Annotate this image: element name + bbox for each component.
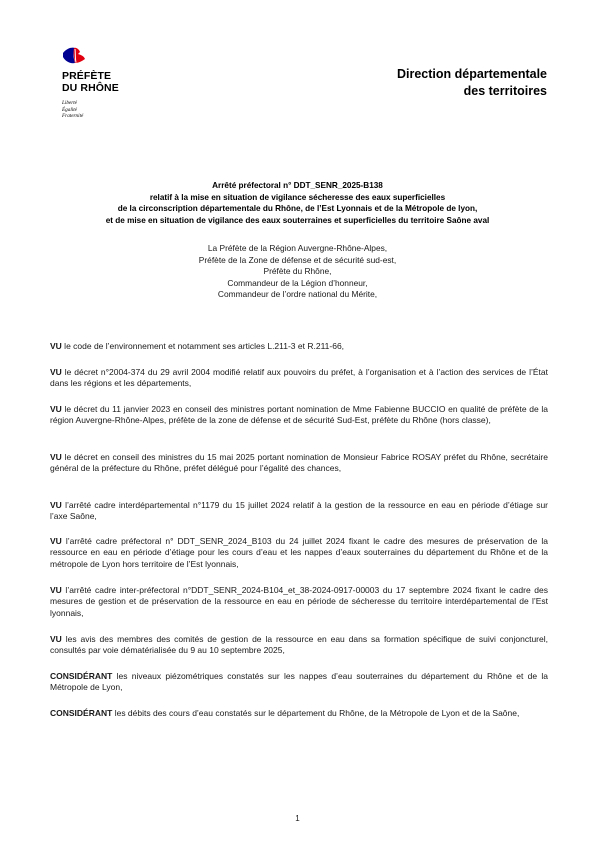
considerant-paragraph (50, 708, 548, 719)
paragraph-lead: VU (50, 404, 62, 414)
paragraph-text: le code de l’environnement et notamment ses articles L.211-3 et R.211-66, (61, 341, 345, 351)
prefecture-name (62, 70, 119, 94)
considerant-paragraph (50, 671, 548, 694)
service-line-1: Direction départementale (396, 67, 547, 81)
pref-line-1: PRÉFÈTE (62, 70, 112, 82)
paragraph-text: l’arrêté cadre interdépartemental n°1179 du 15 juillet 2024 relatif à la gestion de la ressource en eau en période d’étiage sur l’axe Saône, (50, 500, 548, 522)
paragraph-text: les niveaux piézométriques constatés sur les nappes d’eau souterraines du département du Rhône et de la Métropole de Lyon, (50, 671, 548, 693)
motto-egalite: Égalité (62, 106, 77, 113)
paragraph-lead: VU (50, 500, 62, 510)
paragraph-lead: CONSIDÉRANT (50, 671, 113, 681)
title-line-3: de la circonscription départementale du Rhône, de l’Est Lyonnais et de la Métropole de lyon, (117, 204, 478, 213)
visa-paragraph (50, 341, 548, 352)
pref-line-2: DU RHÔNE (62, 82, 119, 94)
paragraph-lead: VU (50, 536, 62, 546)
republic-motto (62, 100, 83, 120)
authority-block (50, 243, 545, 301)
title-line-4: et de mise en situation de vigilance des eaux souterraines et superficielles du territoire Saône aval (105, 215, 490, 225)
authority-line-2: Préfète de la Zone de défense et de sécurité sud-est, (198, 254, 397, 265)
visa-paragraph (50, 452, 548, 475)
visa-paragraph (50, 404, 548, 427)
paragraph-lead: VU (50, 634, 62, 644)
paragraph-text: les débits des cours d’eau constatés sur le département du Rhône, de la Métropole de Lyon et de la Saône, (112, 708, 520, 718)
marianne-flag-icon (63, 47, 85, 64)
paragraph-lead: CONSIDÉRANT (50, 708, 113, 718)
title-line-1: Arrêté préfectoral n° DDT_SENR_2025-B138 (212, 181, 383, 190)
motto-fraternite: Fraternité (62, 113, 84, 119)
visa-paragraph (50, 536, 548, 570)
service-line-2: des territoires (463, 84, 547, 98)
paragraph-text: l’arrêté cadre préfectoral n° DDT_SENR_2024_B103 du 24 juillet 2024 fixant le cadre des mesures de préservation de la ressource en eau en période d’étiage pour les cours d’eau et les nappes d’eaux souterraines du département du Rhône et de la métropole de Lyon hors territoire de l’Est lyonnais, (50, 536, 548, 569)
authority-line-5: Commandeur de l’ordre national du Mérite, (217, 289, 378, 300)
title-line-2: relatif à la mise en situation de vigilance sécheresse des eaux superficielles (149, 192, 446, 202)
paragraph-lead: VU (50, 367, 62, 377)
paragraph-text: les avis des membres des comités de gestion de la ressource en eau dans sa formation spécifique de suivi conjoncturel, consultés par voie dématérialisée du 9 au 10 septembre 2025, (50, 634, 548, 656)
visa-paragraph (50, 585, 548, 619)
motto-liberte: Liberté (62, 100, 77, 106)
paragraph-text: le décret du 11 janvier 2023 en conseil des ministres portant nomination de Mme Fabienne BUCCIO en qualité de préfète de la région Auvergne-Rhône-Alpes, préfète de la zone de défense et de sécurité Sud-Est, préfète du Rhône (hors classe), (50, 404, 548, 426)
paragraph-lead: VU (50, 585, 62, 595)
paragraph-text: le décret n°2004-374 du 29 avril 2004 modifié relatif aux pouvoirs du préfet, à l’organisation et à l’action des services de l’État dans les régions et les départements, (50, 367, 548, 389)
visa-paragraph (50, 500, 548, 523)
visa-paragraph (50, 634, 548, 657)
authority-line-4: Commandeur de la Légion d’honneur, (227, 277, 368, 288)
paragraph-text: le décret en conseil des ministres du 15 mai 2025 portant nomination de Monsieur Fabrice ROSAY préfet du Rhône, secrétaire général de la préfecture du Rhône, préfet délégué pour l’égalité des chances, (50, 452, 548, 474)
authority-line-1: La Préfète de la Région Auvergne-Rhône-Alpes, (207, 243, 388, 253)
paragraph-lead: VU (50, 452, 62, 462)
paragraph-lead: VU (50, 341, 62, 351)
paragraph-text: l’arrêté cadre inter-préfectoral n°DDT_SENR_2024-B104_et_38-2024-0917-00003 du 17 septembre 2024 fixant le cadre des mesures de gestion et de préservation de la ressource en eau en période de sécheresse du territoire interdépartemental de l’Est lyonnais, (50, 585, 548, 618)
service-name (397, 66, 547, 100)
visa-paragraph (50, 367, 548, 390)
authority-line-3: Préfète du Rhône, (263, 266, 332, 277)
decree-title (40, 180, 555, 226)
page-number: 1 (295, 814, 300, 823)
